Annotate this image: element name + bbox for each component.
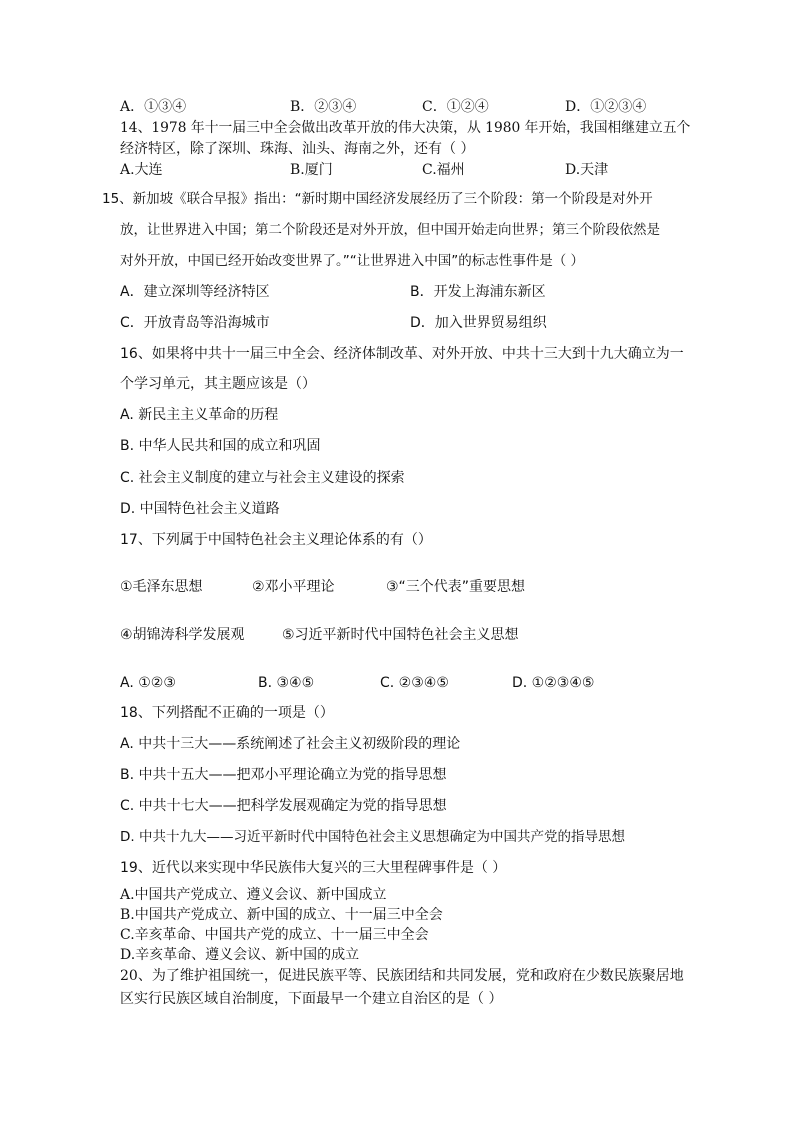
q14-option-c: C.福州 [422,162,465,178]
q15-option-d: D．加入世界贸易组织 [410,315,547,331]
q17-item-5: ⑤习近平新时代中国特色社会主义思想 [282,627,519,643]
q20-stem-line-1: 20、为了维护祖国统一，促进民族平等、民族团结和共同发展，党和政府在少数民族聚居地 [120,968,684,984]
q17-item-1: ①毛泽东思想 [120,579,203,595]
q14-option-d: D.天津 [565,162,609,178]
q16-stem-line-2: 个学习单元，其主题应该是（） [120,376,316,392]
q19-option-b: B.中国共产党成立、新中国的成立、十一届三中全会 [120,907,443,923]
q17-option-b: B. ③④⑤ [258,675,315,691]
q15-stem-line-3: 对外开放，中国已经开始改变世界了。”“让世界进入中国”的标志性事件是（ ） [120,253,585,269]
q17-item-3: ③“三个代表”重要思想 [386,579,526,595]
q13-option-a: A．①③④ [120,99,187,115]
q18-stem: 18、下列搭配不正确的一项是（） [120,705,334,721]
q15-option-b: B．开发上海浦东新区 [410,284,546,300]
q19-option-d: D.辛亥革命、遵义会议、新中国的成立 [120,947,360,963]
q16-option-c: C. 社会主义制度的建立与社会主义建设的探索 [120,470,405,486]
q14-stem-line-1: 14、1978 年十一届三中全会做出改革开放的伟大决策，从 1980 年开始，我国相继建立五个 [120,120,691,136]
q13-option-c: C．①②④ [422,99,489,115]
q14-stem-line-2: 经济特区，除了深圳、珠海、汕头、海南之外，还有（ ） [120,141,475,157]
q14-option-a: A.大连 [120,162,163,178]
q15-option-c: C．开放青岛等沿海城市 [120,315,270,331]
q16-option-d: D. 中国特色社会主义道路 [120,501,280,517]
q14-option-b: B.厦门 [290,162,333,178]
q17-item-2: ②邓小平理论 [252,579,335,595]
q13-option-b: B．②③④ [290,99,357,115]
q15-option-a: A．建立深圳等经济特区 [120,284,270,300]
q19-stem: 19、近代以来实现中华民族伟大复兴的三大里程碑事件是（ ） [120,860,507,876]
q18-option-d: D. 中共十九大——习近平新时代中国特色社会主义思想确定为中国共产党的指导思想 [120,829,625,845]
q19-option-c: C.辛亥革命、中国共产党的成立、十一届三中全会 [120,927,429,943]
q17-stem: 17、下列属于中国特色社会主义理论体系的有（） [120,532,432,548]
q18-option-c: C. 中共十七大——把科学发展观确定为党的指导思想 [120,798,447,814]
q16-stem-line-1: 16、如果将中共十一届三中全会、经济体制改革、对外开放、中共十三大到十九大确立为一 [120,346,684,362]
q19-option-a: A.中国共产党成立、遵义会议、新中国成立 [120,887,387,903]
q16-option-a: A. 新民主主义革命的历程 [120,407,279,423]
q17-option-d: D. ①②③④⑤ [512,675,595,691]
q18-option-a: A. 中共十三大——系统阐述了社会主义初级阶段的理论 [120,736,461,752]
q17-option-c: C. ②③④⑤ [380,675,449,691]
q15-stem-line-2: 放，让世界进入中国；第二个阶段还是对外开放，但中国开始走向世界；第三个阶段依然是 [120,222,660,238]
q18-option-b: B. 中共十五大——把邓小平理论确立为党的指导思想 [120,767,447,783]
q16-option-b: B. 中华人民共和国的成立和巩固 [120,438,321,454]
q15-stem-line-1: 15、新加坡《联合早报》指出：“新时期中国经济发展经历了三个阶段：第一个阶段是对外开 [102,191,653,207]
q13-option-d: D．①②③④ [565,99,647,115]
q20-stem-line-2: 区实行民族区域自治制度，下面最早一个建立自治区的是（ ） [120,991,503,1007]
q17-item-4: ④胡锦涛科学发展观 [120,627,245,643]
q17-option-a: A. ①②③ [120,675,176,691]
